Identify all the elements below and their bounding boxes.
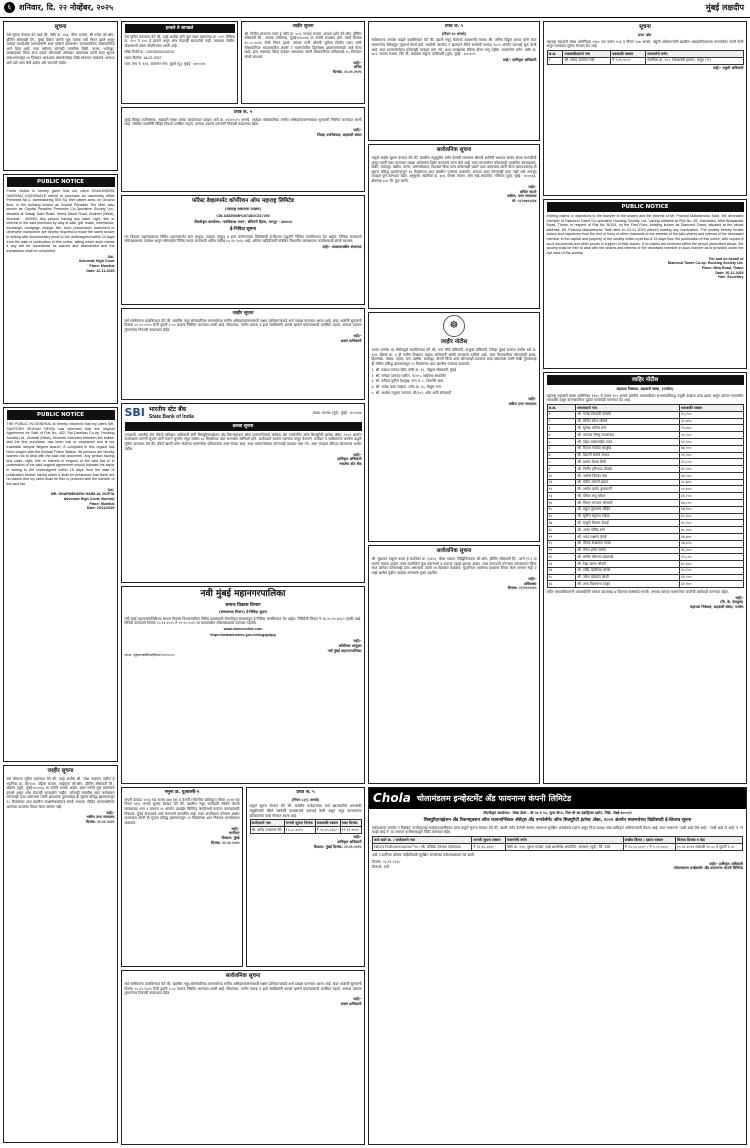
notice-symbolic-possession	[246, 787, 365, 967]
table-cell: ८	[547, 459, 576, 466]
company-address: नोंदणीकृत कार्यालय: 'चोला क्रेस्ट', सी ५४ व ५५, सुपर बी-४, थिरु-वी-का इंडस्ट्रियल इस्टेट, गिंडी, चेन्नई-६०००३२	[483, 811, 632, 816]
table-cell: ५२,१००	[680, 432, 743, 439]
company-name: फॉरेस्ट डेव्हलपमेंट कॉर्पोरेशन ऑफ महाराष्ट्र लिमिटेड	[192, 198, 294, 204]
tender-subtitle: (संस्थात्मक विभाग) ई-निविदा सूचना	[219, 610, 267, 615]
sbi-logo: SBI	[124, 406, 145, 419]
table-cell: श्री. योगेश बापू थोरात	[576, 493, 680, 500]
table-header-cell: मागणी सूचना दिनांक	[284, 820, 315, 827]
chola-auction-notice	[368, 787, 747, 1145]
table-cell: २७,६००	[680, 506, 743, 513]
notice-title: प्रपत्र ज. ५	[233, 110, 253, 115]
notice-signature: सही/- (वि. के. देशमुख) सहायक निबंधक, सहकारी संस्था, पनवेल	[690, 595, 744, 609]
table-header-cell: राखीव किंमत / इसारा रक्कम	[623, 837, 675, 844]
table-cell: १४	[547, 500, 576, 507]
list-item: ३. सौ. कविता सुनील देशमुख, रूम नं. ८, शिवनेरी चाळ	[371, 379, 444, 384]
sbi-possession-notice	[121, 403, 365, 583]
ad-body: येथे सूचित करण्यात येते की, माझे अशील यांचे मूळ शेअर प्रमाणपत्र क्र. ०२१, विभिन्न क्र. १०१ ते १०५ हे हरवले असून शोध घेऊनही सापडलेले नाही. याबाबत पोलीस स्टेशनमध्ये तक्रार नोंदविण्यात आली आहे.	[124, 34, 235, 48]
table-row	[250, 827, 361, 834]
notice-mid-top	[121, 107, 365, 192]
table-header-cell: थकबाकी रक्कम	[610, 51, 645, 58]
table-row	[547, 581, 743, 588]
page-header	[0, 0, 750, 18]
table-cell: श्री. अमोल दिगंबर वाघ	[576, 472, 680, 479]
notice-society-transfer	[3, 21, 118, 171]
notice-signature: सही/- प्राधिकृत अधिकारी	[503, 58, 537, 63]
table-row	[547, 472, 743, 479]
table-cell: ३९,८५०	[680, 459, 743, 466]
table-cell: ४६,१००	[680, 547, 743, 554]
chola-logo: Chola	[373, 791, 411, 805]
table-cell: २९,८००	[680, 554, 743, 561]
table-cell: श्री. अनंत गोविंद राणे	[576, 527, 680, 534]
table-cell: २०	[547, 540, 576, 547]
table-cell: ४७,९००	[680, 445, 743, 452]
notice-recovery	[543, 21, 747, 196]
table-cell: १२.०८.२०२५	[284, 827, 315, 834]
table-cell: २९,४००	[680, 425, 743, 432]
notice-title: सार्वजनिक सूचना	[436, 548, 472, 554]
notice-body: याद्वारे सूचना देण्यात येते की, खालील कर्जदारांच्या कर्ज खात्यावरील थकबाकी वसुलीसाठी बँकेने सरफेसी कायद्यान्वये कारवाई केली असून नमूद मालमत्तांचा प्रतिकात्मक ताबा घेण्यात आला आहे.	[249, 804, 362, 818]
notice-title: सूचना	[639, 24, 651, 30]
notice-signature: सही/- अर्पिता कटारे वकील, उच्च न्यायालय मो: ९८२०७१५३१४	[507, 185, 537, 203]
table-row	[547, 486, 743, 493]
table-cell: श्री. संजय नारायण मोरे	[563, 57, 611, 64]
notice-body: सर्व लोकांना सूचित करण्यात येते की, माझे अशील श्री. रमेश नारायण पाटील हे सदनिका क्र. बी/१०४, पहिला मजला, साईकृपा को-ऑप. हौसिंग सोसायटी लि., दहिसर (पूर्व), मुंबई-४०००६८ या जागेचे मालक आहेत. सदर जागेचे मूळ करारनामे हरवले असून शोध घेऊनही सापडलेले नाहीत. कोणाही व्यक्तीस सदर जागेबाबत कोणताही दावा असल्यास त्यांनी आवश्यक पुराव्यांसह ही सूचना प्रसिद्ध झाल्यापासून १५ दिवसांच्या आत खालील स्वाक्षरीकर्त्याकडे संपर्क साधावा. विहित कालावधीनंतर आलेल्या दाव्यांचा विचार केला जाणार नाही.	[6, 777, 115, 809]
table-header-cell: लिलाव दिनांक व वेळ	[675, 837, 742, 844]
department-name: समाज विकास विभाग	[225, 602, 261, 608]
table-row	[547, 57, 743, 64]
notice-signature: सही/- प्राधिकृत अधिकारी भारतीय स्टेट बँक	[337, 452, 362, 466]
website-link-2[interactable]: https://mahatenders.gov.in/nicgep/app	[210, 633, 276, 638]
table-cell: ३२,४००	[680, 581, 743, 588]
notice-title: जाहीर सूचना	[232, 311, 254, 316]
table-header-cell: कर्ज खाते क्र. / कर्जदाराचे नाव	[373, 837, 472, 844]
auction-date: दिनांक: २२.११.२०२५	[372, 860, 401, 865]
table-cell: ९	[547, 466, 576, 473]
table-row	[547, 439, 743, 446]
table-cell: २	[547, 418, 576, 425]
notice-title: PUBLIC NOTICE	[7, 177, 115, 187]
table-row	[547, 567, 743, 574]
notice-signature: सही/- जिल्हा उपनिबंधक, सहकारी संस्था	[317, 128, 362, 138]
table-cell: ३	[547, 425, 576, 432]
table-row	[547, 432, 743, 439]
table-cell: १०.१२.२०२५ सकाळी ११.०० ते दुपारी १.००	[675, 843, 742, 850]
nmmc-tender-notice	[121, 586, 365, 784]
newspaper-title: मुंबई लक्षदीप	[705, 3, 744, 12]
notice-body: मुंबई जिल्हा उपनिबंधक, सहकारी संस्था यांच्या कार्यालयात दाखल अर्ज क्र. ४१२/२०२५ अन्वये, अर्जदार सोसायटीच्या मानीव अभिहस्तांतरणाबाबत सुनावणी निश्चित करण्यात आली आहे. संबंधित व्यक्तींनी विहित दिवशी उपस्थित राहावे, अन्यथा प्रकरण एकतर्फी निकाली काढण्यात येईल.	[124, 117, 362, 127]
notice-body: सर्वसामान्य जनतेस याद्वारे कळविण्यात येते की, खाली नमूद केलेल्या मालमत्तेचे मालक श्री. अनिल विठ्ठल जाधव यांनी सदर मालमत्तेवर बँकेकडून गृहकर्ज घेतले होते. कर्जाची परतफेड न झाल्याने बँकेने सरफेसी कायदा २००२ अंतर्गत कारवाई सुरू केली आहे. सदर मालमत्तेसोबत कोणताही व्यवहार करू नये. अशा व्यवहारास बँकेचा बोजा लागू राहील. मालमत्तेचे वर्णन: फ्लॅट क्र. ७०२, सातवा मजला, विंग बी, साईधाम संकुल, कांदिवली (पूर्व), मुंबई - ४००१०१.	[371, 38, 537, 57]
website-link-1[interactable]: www.nmmconline.com	[223, 627, 263, 632]
notice-subtitle: सहायक निबंधक, सहकारी संस्था, (पनवेल)	[616, 387, 674, 392]
table-row	[547, 493, 743, 500]
table-cell: १२	[547, 486, 576, 493]
table-header-cell: कर्जदाराचे नाव	[250, 820, 284, 827]
table-cell: श्री. विजय नामदेव साळुंखे	[576, 445, 680, 452]
table-cell: ३६,१५०	[680, 493, 743, 500]
notice-urc-2	[121, 787, 243, 967]
ad-title: हरवले ते सापडले	[125, 24, 235, 33]
table-cell: ३७,४५०	[680, 540, 743, 547]
table-row	[547, 452, 743, 459]
notice-title: प्रपत्र ज. ५	[444, 24, 464, 29]
notice-body: श्री. दिलीप शांताराम पवार हे फ्लॅट क्र. ५०३, पाचवा मजला, आदर्श दर्शन को-ऑप. हौसिंग सोसायटी लि., मालाड (पश्चिम), मुंबई-४०००६४ या जागेचे सभासद होते. त्यांचे दिनांक १५.०८.२०२४ रोजी निधन झाले. त्यांच्या पत्नी श्रीमती सुनिता दिलीप पवार यांनी सोसायटीच्या भांडवलातील शेअर्स व मालमत्तेतील हितसंबंध हस्तांतरणासाठी अर्ज केला आहे. इतर वारसदार किंवा दावेदार असल्यास त्यांनी सोसायटीच्या सचिवाकडे १५ दिवसांत संपर्क साधावा.	[244, 31, 362, 59]
notice-title: जाहीर सूचना	[47, 768, 74, 774]
table-cell: ३५,२५०	[680, 567, 743, 574]
table-cell: श्री. सचिन रमेश भोसले	[576, 418, 680, 425]
notice-title: सार्वजनिक सूचना	[436, 147, 472, 153]
table-cell: १६	[547, 513, 576, 520]
table-cell: १३	[547, 493, 576, 500]
notice-body: THE PUBLIC IN GENERAL is hereby informed that my client MR. SANTOSH MOHAN DESAI has informed that the original Agreement for Sale of Flat No. 402, Sai Darshan Co-op. Housing Society Ltd., Borivali (West), Mumbai, executed between the builder and the first purchaser has been lost or misplaced and is not traceable despite diligent search. A complaint in this regard has been lodged with the Borivali Police Station. All persons are hereby warned not to deal with the said lost document. Any person having any claim, right, title or interest in respect of the said flat or in possession of the said original agreement should intimate the same in writing to the undersigned within 15 days from the date of publication hereof, failing which it shall be presumed that there are no claims and my client shall be free to proceed with the transfer of the said flat.	[6, 422, 115, 486]
table-cell: श्री. दीपक सखाराम गावडे	[576, 540, 680, 547]
table-cell: १०	[547, 472, 576, 479]
table-row	[547, 561, 743, 568]
auction-body: सर्वसामान्य जनतेस व विशेषतः कर्जदार/सह-कर्जदार/जामीनदार यांना याद्वारे सूचना देण्यात येते की, खाली वर्णन केलेली स्थावर मालमत्ता सुरक्षित धनकोकडे गहाण असून तिचा प्रत्यक्ष ताबा प्राधिकृत अधिकाऱ्यांनी घेतला आहे. सदर मालमत्ता 'जशी आहे जेथे आहे', 'जशी आहे जे आहे' व 'जे काही आहे ते' या तत्त्वावर ई-लिलावाद्वारे विक्री करण्यात येईल.	[372, 825, 743, 835]
table-cell: श्री. राहुल तुकाराम मोहिते	[576, 506, 680, 513]
table-cell: २४	[547, 567, 576, 574]
table-row	[547, 459, 743, 466]
table-row	[547, 445, 743, 452]
objector-list	[372, 368, 537, 396]
reference-number: जा.क्र. नमुंमपा/जसंवि/जाहिरात/१२५९/२०२५	[124, 653, 175, 658]
notice-signature: सही/- सचिव दिनांक: २२.११.२०२५	[332, 60, 362, 74]
notice-member-death	[241, 21, 365, 104]
table-row	[547, 574, 743, 581]
bank-name-marathi: भारतीय स्टेट बँक	[148, 406, 187, 413]
complaint-date: तक्रार दिनांक: 18-02-2027	[124, 55, 162, 60]
notice-title: जाहीर नोटीस	[440, 339, 468, 345]
fdcm-tender-ad	[121, 195, 365, 305]
notice-body: सर्व संबंधितांना कळविण्यात येते की, खालील नमूद सोसायटीच्या मालमत्तेच्या मानीव अभिहस्तांतरणासाठी सक्षम प्राधिकाऱ्याकडे अर्ज दाखल करण्यात आला आहे. सदर अर्जाची सुनावणी दिनांक ०५.१२.२०२५ रोजी दुपारी ३.०० वाजता निश्चित करण्यात आली आहे. विकासक, जमीन मालक व इतर संबंधितांनी आपले म्हणणे मांडण्यासाठी उपस्थित राहावे, अन्यथा प्रकरण गुणवत्तेवर निकाली काढण्यात येईल.	[124, 318, 362, 332]
table-cell: ४३,९००	[680, 574, 743, 581]
branch-address: शाखा: मालाड (पूर्व), मुंबई - ४०००९७	[312, 410, 362, 415]
table-cell: श्री. भरत लक्ष्मण इंगळे	[576, 533, 680, 540]
notice-body: श्री. सुधाकर पांडुरंग कदम हे सदनिका क्र. ए/४०२, चौथा मजला, सिद्धिविनायक को-ऑप. हौसिंग सोसायटी लि., ठाणे (प.) या जागेचे मालक आहेत. सदर सदनिकेचे मूळ करारनामे व पावत्या गहाळ झाल्या आहेत. सदर कागदपत्रे कोणाला सापडल्यास किंवा सदर जागेवर कोणाचाही दावा असल्यास त्यांनी १४ दिवसांत कळवावे. मुदतीनंतर आलेल्या दाव्यांचा विचार केला जाणार नाही व माझे अशील पुढील व्यवहार करण्यास मुक्त राहतील.	[371, 557, 537, 575]
table-header-cell: सभासदाचे नाव	[576, 405, 680, 412]
table-cell: २६	[547, 581, 576, 588]
table-cell: ३८,७५०	[680, 418, 743, 425]
notice-title: PUBLIC NOTICE	[7, 410, 115, 420]
notice-title: जाहिर नोटीस	[547, 375, 744, 385]
notice-title: सार्वजनिक सूचना	[225, 973, 261, 979]
notice-body: महाराष्ट्र सहकारी संस्था अधिनियम १९६० चे कलम १०१ अन्वये खालील थकबाकीदार सभासदांविरुद्ध वसुली दाखला प्राप्त झाला असून त्यांच्या नावावरील थकबाकी वसूल करण्याकरिता पुढील कार्यवाही करण्यात येत आहे.	[546, 393, 744, 403]
table-cell: ₹ १८,४५,२३०/-	[315, 827, 340, 834]
company-subtitle: (महाराष्ट्र शासनाचा उपक्रम)	[224, 207, 262, 212]
table-cell: २६,३००	[680, 452, 743, 459]
list-item: २. श्री. मनोहर दत्तात्रय पाटील, ए/२०५, साईनाथ अपार्टमेंट	[371, 373, 447, 378]
table-row	[547, 500, 743, 507]
auction-table	[372, 836, 743, 851]
table-header-cell: थकबाकी रक्कम	[680, 405, 743, 412]
table-cell: सदनिका क्र. १०२, शिवशक्ती इमारत, भांडुप (प.)	[646, 57, 743, 64]
table-row	[547, 418, 743, 425]
table-cell: २१	[547, 547, 576, 554]
table-header-cell: थकबाकी रक्कम	[315, 820, 340, 827]
page-number: ६	[4, 2, 15, 13]
table-cell: २८,७००	[680, 479, 743, 486]
table-header-cell: मालमत्तेचे वर्णन	[646, 51, 743, 58]
company-name: चोलामंडलम इन्व्हेस्टमेंट अँड फायनान्स कंपनी लिमिटेड	[416, 793, 572, 803]
table-cell: HE01TNE00000006776 / श्री. मच्छिंद्र एकनाथ गायकवाड	[373, 843, 472, 850]
tender-body: वन विकास महामंडळाच्या विविध प्रकल्पांतर्गत साग लाकूड, जळाऊ लाकूड व इतर वनोपजाच्या विक्रीसाठी ई-लिलाव पद्धतीने निविदा मागविण्यात येत आहेत. निविदा कागदपत्रे संकेतस्थळावर उपलब्ध असून ऑनलाईन निविदा सादर करण्याची अंतिम तारीख ०५.१२.२०२५ आहे. अधिक माहितीसाठी संबंधित विभागीय व्यवस्थापक कार्यालयाशी संपर्क साधावा.	[124, 234, 362, 244]
notice-signature: सही/- प्राधिकृत अधिकारी ठिकाण: मुंबई दिनांक: २२.११.२०२५	[313, 835, 362, 849]
table-cell: ११	[547, 479, 576, 486]
table-cell: श्री. मंगेश शंकर सावंत	[576, 547, 680, 554]
tender-title: ई-निविदा सूचना	[229, 226, 257, 232]
table-cell: ₹ १५,५०,०००/- / ₹ १,५५,०००/-	[623, 843, 675, 850]
notice-subtitle: (नियम ८(१) अन्वये)	[291, 797, 320, 802]
table-cell: २५	[547, 574, 576, 581]
table-cell: २३	[547, 561, 576, 568]
panvel-recovery-notice	[543, 372, 747, 784]
table-cell: सौ. रेखा अरुण चौधरी	[576, 561, 680, 568]
notice-land-purchase	[368, 312, 540, 542]
table-cell: १५	[547, 506, 576, 513]
notice-body: Public Notice is hereby given that our client SHAILENDRA HANSRAJ KASHIWALE intend to purchase an ownership office Premises No.1, admeasuring 550 Sq. feet carpet area, on Ground floor, in the building known as Crystal Paradise The Mall, also known as Crystal Paradise Premises Co-Operative Society Ltd., situated at Dattaji Salvi Road, Veera Desai Road, Andheri (West), Mumbai - 400053. Any person having any claim, right, title or interest in the said premises by way of sale, gift, lease, inheritance, exchange, mortgage, charge, lien, trust, possession, easement or otherwise howsoever are hereby required to make the same known in writing with documentary proof to the undersigned within 14 days from the date of publication of this notice, failing which such claims if any will be considered as waived and abandoned and the transaction shall be completed.	[6, 189, 115, 253]
table-cell: फ्लॅट क्र. २०३, दुसरा मजला, साई आशीर्वाद अपार्टमेंट, कल्याण (पूर्व), जि. ठाणे	[505, 843, 623, 850]
table-row	[547, 554, 743, 561]
table-row	[547, 411, 743, 418]
recovery-table	[547, 50, 744, 65]
table-cell: ७	[547, 452, 576, 459]
auction-signature: सही/- प्राधिकृत अधिकारी चोलामंडलम इन्व्हेस्टमेंट अँड फायनान्स कंपनी लिमिटेड	[673, 861, 743, 871]
tender-signature: सही/- अतिरिक्त आयुक्त नवी मुंबई महानगरपालिका	[327, 639, 362, 653]
notice-body: Inviting claims or objections to the transfer of the shares and the interest of Mr. Pramod Mahadeorao Tade, the deceased member of Diamond Tower Co-operative Housing Society Ltd., having address at Plot No. 25, Kashimira, Mira Bhayandar Road, Thane, in respect of Flat No. B/104, on the First Floor, building known as Diamond Tower, situated at the above address. Mr. Pramod Mahadeorao Tade died on 02-01-2019 without making any nomination. The society hereby invites claims and objections from the heir or heirs or other claimants to the transfer of the said shares and interest of the deceased member in the capital and property of the society within a period of 15 days from the publication of this notice, with copies of such documents and other proofs in support of their claims. If no claims are received within the period prescribed above, the society shall be free to deal with the shares and interest of the deceased member in such manner as is provided under the bye-laws of the society.	[546, 214, 744, 255]
notice-signature: सही/- वकील उच्च न्यायालय दिनांक: २२.११.२०२५	[85, 810, 115, 824]
table-cell: १	[547, 57, 563, 64]
table-cell: ₹ २,४५,६००/-	[610, 57, 645, 64]
notice-title: PUBLIC NOTICE	[547, 202, 744, 212]
notice-signature: Sd/- Advocate High Court Place: Mumbai Date: 22-11-2025	[78, 254, 115, 273]
notice-body: सर्व संबंधितांना कळविण्यात येते की, खालील नमूद सोसायटीच्या मालमत्तेच्या मानीव अभिहस्तांतरणासाठी सक्षम प्राधिकाऱ्याकडे अर्ज दाखल करण्यात आला आहे. सदर अर्जाची सुनावणी दिनांक ०५.१२.२०२५ रोजी दुपारी ३.०० वाजता निश्चित करण्यात आली आहे. विकासक, जमीन मालक व इतर संबंधितांनी आपले म्हणणे मांडण्यासाठी उपस्थित राहावे, अन्यथा प्रकरण गुणवत्तेवर निकाली काढण्यात येईल.	[124, 982, 362, 996]
table-cell: ५०,४००	[680, 486, 743, 493]
table-row	[547, 520, 743, 527]
table-header-cell: मालमत्तेचे वर्णन	[505, 837, 623, 844]
table-cell: श्री. उमेश चंद्रकांत जोशी	[576, 574, 680, 581]
tender-signature: सही/- व्यवस्थापकीय संचालक	[322, 245, 362, 250]
table-cell: सौ. अर्चना प्रमोद कुलकर्णी	[576, 486, 680, 493]
public-notice-crystal-paradise	[3, 174, 118, 404]
table-row	[547, 540, 743, 547]
notice-deemed-conveyance	[121, 308, 365, 400]
list-item: ५. श्री. अशोक मधुकर जगताप, बी/३०२, ओम शांती सोसायटी	[371, 391, 452, 396]
table-cell: श्री. संतोष भीमराव खंडागळे	[576, 554, 680, 561]
public-notice-property-sale	[368, 144, 540, 309]
table-row	[547, 506, 743, 513]
company-cin: CIN-U45200MH1974SGC017200	[216, 213, 270, 218]
table-cell: ४०,६००	[680, 561, 743, 568]
table-row	[547, 527, 743, 534]
table-header-cell: थकबाकीदाराचे नाव	[563, 51, 611, 58]
table-cell: श्री. संदीप मारुती खरात	[576, 479, 680, 486]
auction-footer: अटी व शर्तींच्या अधिक माहितीसाठी सुरक्षित धनकोच्या संकेतस्थळाला भेट द्यावी.	[372, 852, 475, 857]
table-cell: सौ. सुरेखा अनिल माने	[576, 425, 680, 432]
notice-body: ज्याअर्थी, भारतीय स्टेट बँकेचे प्राधिकृत अधिकारी यांनी सिक्युरिटायझेशन अँड रिकन्स्ट्रक्शन ऑफ फायनान्शियल ॲसेट्स अँड एन्फोर्समेंट ऑफ सिक्युरिटी इंटरेस्ट ॲक्ट, २००२ अंतर्गत कर्जदारास मागणी सूचना जारी करून सूचनेत नमूद रक्कम ६० दिवसांच्या आत भरण्यास सांगितले होते. कर्जदाराने रक्कम भरण्यात कसूर केल्याने, कर्जदार व सर्वसामान्य जनतेस याद्वारे सूचित करण्यात येते की, बँकेने खाली वर्णन केलेल्या मालमत्तेचा प्रतिकात्मक ताबा घेतला आहे. सदर मालमत्तेसोबत कोणताही व्यवहार करू नये, असा व्यवहार बँकेच्या बोज्याच्या अधीन राहील.	[124, 432, 362, 451]
table-cell: ४२,३५०	[680, 513, 743, 520]
table-row	[547, 533, 743, 540]
notice-lost-flat-documents	[368, 545, 540, 784]
corporation-name: नवी मुंबई महानगरपालिका	[200, 589, 286, 599]
auction-subtitle: सिक्युरिटायझेशन अँड रिकन्स्ट्रक्शन ऑफ फायनान्शियल ॲसेट्स अँड एन्फोर्समेंट ऑफ सिक्युरिटी इंटरेस्ट ॲक्ट, २००२ अंतर्गत मालमत्तेच्या विक्रीसाठी ई-लिलाव सूचना	[423, 817, 692, 823]
table-cell: ४	[547, 432, 576, 439]
table-cell: ४१,२००	[680, 466, 743, 473]
table-row	[373, 843, 743, 850]
table-cell: श्री. गणेश शिवाजी कांबळे	[576, 411, 680, 418]
notice-subtitle: प्रपत्र 'झेड'	[637, 33, 653, 38]
table-cell: ३४,७००	[680, 533, 743, 540]
lost-report-number: लॉस्ट रिपोर्ट क्र.: 24015530410015	[124, 49, 174, 54]
notice-body: याद्वारे जाहीर सूचना देण्यात येते की, खालील अनुसूचीत वर्णन केलेली मालमत्ता श्रीमती शालिनी प्रभाकर सावंत यांच्या मालकीची असून त्यांनी सदर मालमत्ता माझ्या अशिलांना विक्री करण्याचे मान्य केले आहे. सदर मालमत्तेवर कोणत्याही व्यक्तीचा वारसाहक्क, विक्री, भाडेपट्टा, बक्षीस, तारण, धारणाधिकार, विश्वस्त किंवा अन्य कोणत्याही प्रकारे दावा असल्यास त्यांनी योग्य कागदपत्रांसह ही सूचना प्रसिद्ध झाल्यापासून १४ दिवसांच्या आत खालील पत्त्यावर कळवावे. अन्यथा असा कोणताही दावा नाही असे समजून व्यवहार पूर्ण करण्यात येईल. अनुसूची: सदनिका क्र. ३०४, तिसरा मजला, ओम साई अपार्टमेंट, गोरेगाव (पूर्व), मुंबई - ४०००६३, क्षेत्रफळ ४५० चौ. फूट कार्पेट.	[371, 156, 537, 183]
table-cell: सौ. माधुरी विलास देसाई	[576, 520, 680, 527]
notice-footer: वरील थकबाकीदारांनी थकबाकीची रक्कम व्याजासह ७ दिवसांत संस्थेकडे भरावी, अन्यथा त्यांच्या मालमत्तेवर जप्तीची कार्यवाही करण्यात येईल.	[546, 589, 729, 594]
notice-title: कब्जा सूचना	[125, 422, 362, 431]
table-cell: ४८,२५०	[680, 527, 743, 534]
table-cell: १८	[547, 527, 576, 534]
notice-signature: सही/- अधिवक्ता दिनांक: २२/११/२०२५	[507, 576, 537, 591]
table-header-cell: अ.क्र.	[547, 51, 563, 58]
public-notice-lost-agreement	[3, 407, 118, 762]
table-cell: ३०,९००	[680, 520, 743, 527]
notice-signature: सही/- वसुली अधिकारी	[713, 66, 744, 71]
notice-signature: सही/- सक्षम प्राधिकारी	[340, 997, 362, 1006]
table-row	[547, 425, 743, 432]
notice-filler	[121, 970, 365, 1145]
table-cell: श्री. महेश बाळासाहेब पवार	[576, 439, 680, 446]
list-item: ४. श्री. राजेश बबन चव्हाण, प्लॉट क्र. ४५, विठ्ठल नगर	[371, 385, 441, 390]
notice-sarfaesi	[368, 21, 540, 141]
table-cell: १	[547, 411, 576, 418]
bank-name-english: State Bank of India	[148, 413, 194, 420]
notice-signature: सही/- भागीदार ठिकाण: मुंबई दिनांक: २२.११.२०२५	[210, 826, 240, 845]
table-cell: ३१,६५०	[680, 439, 743, 446]
table-cell: ६	[547, 445, 576, 452]
table-cell: ३३,५००	[680, 472, 743, 479]
table-cell: ₹ २२,६५,८४२/-	[472, 843, 505, 850]
table-cell: श्री. प्रमोद राजाराम गोरे	[250, 827, 284, 834]
notice-signature: सही/- सक्षम प्राधिकारी	[340, 334, 362, 343]
lost-and-found-ad	[121, 21, 238, 104]
possession-table	[250, 819, 362, 834]
table-row	[547, 547, 743, 554]
table-cell: श्री. रवींद्र पंढरीनाथ बोरसे	[576, 567, 680, 574]
table-cell: ४४,८००	[680, 500, 743, 507]
table-cell: श्री. सुनील रघुनाथ नाईक	[576, 513, 680, 520]
notice-body: येथे सूचना देण्यात येत आहे की, फ्लॅट क्र. ४०६, चौथा मजला, श्री गणेश को-ऑप. हौसिंग सोसायटी लि., मुंबई येथील जागेचे मूळ मालक यांचे निधन झाले असून त्यांच्या कायदेशीर वारसदारांनी सदर फ्लॅटचे हस्तांतरण करण्याकरिता सोसायटीकडे अर्ज केला आहे. सदर फ्लॅटवर कोणाही व्यक्तीचा विक्री, तारण, भाडेपट्टा, वारसाहक्क किंवा अन्य प्रकारे कोणताही अधिकार असल्यास त्यांनी सदर सूचना प्रकाशनापासून १४ दिवसांत आवश्यक दस्तावेजांसह लेखी स्वरुपात कळवावे, अन्यथा असे दावे त्याग केले आहेत असे समजले जाईल.	[6, 33, 115, 65]
notice-title: प्रपत्र ज. ५	[296, 790, 315, 795]
table-cell: श्री. किरण भगवान सोनवणे	[576, 500, 680, 507]
table-cell: २२	[547, 554, 576, 561]
notice-body: महाराष्ट्र सहकारी संस्था अधिनियम १९६० च्या कलम १५६ व नियम १०७ अन्वये, वसुली अधिकाऱ्यांनी खालील थकबाकीदाराच्या मालमत्तेवर जप्ती केली असून त्याबाबत सूचना देण्यात येत आहे.	[546, 39, 744, 49]
government-emblem-icon: ☸	[443, 315, 465, 337]
auction-place: ठिकाण: ठाणे	[372, 864, 390, 869]
table-cell: सौ. वैशाली संतोष जाधव	[576, 452, 680, 459]
notice-body: कंपनी कायदा २०१३ च्या कलम ३७४ (ब) व कंपनी (नोंदणीस प्राधिकृत) नियम २०१४ च्या नियम ४(१) अन्वये सूचना देण्यात येते की, खालील नमूद भागीदारी संस्थेचे कंपनी कायद्याच्या भाग १ प्रकरण २१ अंतर्गत प्रायव्हेट लिमिटेड कंपनीमध्ये रूपांतर करण्यासाठी निबंधक, मुंबई यांच्याकडे अर्ज करण्याचे प्रस्तावित आहे. सदर अर्जाबाबत कोणास आक्षेप असल्यास त्यांनी ही सूचना प्रसिद्ध झाल्यापासून २१ दिवसांच्या आत निबंधक कार्यालयास कळवावे.	[124, 797, 240, 825]
table-cell: ४५,२००	[680, 411, 743, 418]
table-cell: १९.११.२०२५	[340, 827, 361, 834]
table-row	[547, 466, 743, 473]
notice-signature: For and on behalf of Diamond Tower Co-op. Housing Society Ltd. Place: Mira Road, Thane Date: 20-11-2025 Hon. Secretary	[667, 256, 744, 280]
notice-signature: सही/- वकील उच्च न्यायालय	[508, 397, 537, 406]
notice-signature: Sd/- MR. DHARMENDRA HARILAL GUPTA Advocate High Court, Borivali Place: Mumbai Date: 22/11/2025	[50, 487, 115, 511]
table-cell: श्री. दत्तात्रय विष्णू गायकवाड	[576, 432, 680, 439]
issue-date: शनिवार, दि. २२ नोव्हेंबर, २०२५	[19, 3, 114, 12]
notice-title: नमुना क्र. युआरसी-२	[164, 790, 200, 795]
public-notice-diamond-tower	[543, 199, 747, 369]
notice-lost-documents	[3, 765, 118, 1143]
table-cell: १७	[547, 520, 576, 527]
ad-address: पत्ता: रूम नं. ६१२, कामगार नगर, कुर्ला (पू), मुंबई - ४०००२४.	[124, 61, 206, 66]
table-cell: श्री. नितीन हरिभाऊ लोखंडे	[576, 466, 680, 473]
table-header-cell: अ.क्र.	[547, 405, 576, 412]
defaulters-table	[547, 404, 744, 588]
table-header-cell: ताबा दिनांक	[340, 820, 361, 827]
notice-subtitle: (नियम ३५ अन्वये)	[441, 31, 467, 36]
table-header-cell: मागणी सूचना रक्कम	[472, 837, 505, 844]
list-item: १. श्री. प्रकाश गणपत शिंदे, फ्लॅट क्र. ११, गोकुळ सोसायटी, मुंबई	[371, 367, 456, 372]
table-cell: श्री. प्रशांत केशव शिर्के	[576, 459, 680, 466]
table-row	[547, 479, 743, 486]
notice-body: तमाम जनतेस या नोटीसद्वारे कळविण्यात येते की, गाव मौजे बोरिवली, तालुका बोरिवली, जिल्हा मुंबई उपनगर येथील सर्वे क्र. १२४, हिस्सा क्र. ३ ही जमीन मिळकत माझ्या अशिलांनी खरेदी करण्याचे ठरविले आहे. सदर मिळकतीवर कोणाचाही हक्क, हितसंबंध, वारसा, गहाण, दान, बक्षीस, भाडेपट्टा, पोटगी किंवा अन्य कोणत्याही प्रकारचा दावा असल्यास त्यांनी लेखी पुराव्यासह ही नोटीस प्रसिद्ध झाल्यापासून १५ दिवसांच्या आत खालील पत्त्यावर कळवावे.	[371, 348, 537, 366]
notice-title: जाहीर सूचना	[292, 24, 314, 29]
table-row	[547, 513, 743, 520]
table-cell: १९	[547, 533, 576, 540]
company-address: नोंदणीकृत कार्यालय: 'वनविकास भवन', सेमिनरी हिल्स, नागपूर - ४४०००६	[193, 220, 293, 225]
table-cell: श्री. शरद विश्वनाथ ठाकूर	[576, 581, 680, 588]
table-cell: ५	[547, 439, 576, 446]
notice-title: सूचना	[54, 24, 67, 30]
tender-body: नवी मुंबई महानगरपालिकेच्या समाज विकास विभागाकरिता विविध कामांसाठी नोंदणीकृत संस्थांकडून ई-निविदा मागविण्यात येत आहेत. निविदेची किंमत ₹ १४,२५,१०,७५२/- इतकी आहे. निविदा कागदपत्रे दिनांक २५.११.२०२५ ते ०९.१२.२०२५ या कालावधीत संकेतस्थळावर उपलब्ध राहतील.	[124, 616, 362, 626]
